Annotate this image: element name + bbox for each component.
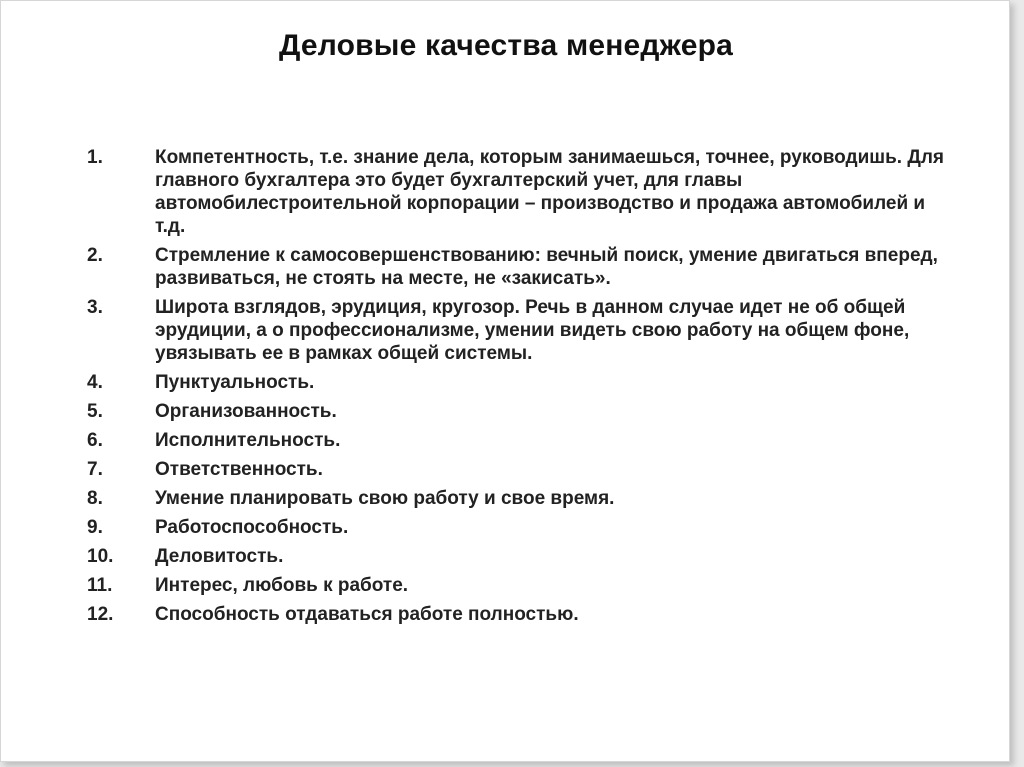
list-item <box>87 603 947 626</box>
slide-title: Деловые качества менеджера <box>278 29 734 62</box>
list-item-number: 3. <box>87 297 103 318</box>
list-item-text: Исполнительность. <box>155 430 341 451</box>
list-item-text: Работоспособность. <box>155 517 349 538</box>
list-item <box>87 244 947 290</box>
qualities-list <box>87 146 947 632</box>
list-item-text: Компетентность, т.е. знание дела, которым занимаешься, точнее, руководишь. Для главного бухгалтера это будет бухгалтерский учет, для главы автомобилестроительной корпорации – производство и продажа автомобилей и т.д. <box>155 147 945 237</box>
list-item-text: Деловитость. <box>155 546 284 567</box>
list-item-number: 8. <box>87 488 103 509</box>
list-item <box>87 487 947 510</box>
list-item <box>87 516 947 539</box>
list-item-text: Стремление к самосовершенствованию: вечный поиск, умение двигаться вперед, развиваться, не стоять на месте, не «закисать». <box>155 245 938 289</box>
list-item-number: 12. <box>87 604 114 625</box>
list-item-number: 2. <box>87 245 103 266</box>
list-item-text: Организованность. <box>155 401 337 422</box>
list-item-text: Пунктуальность. <box>155 372 315 393</box>
list-item-number: 11. <box>87 575 113 596</box>
list-item-text: Широта взглядов, эрудиция, кругозор. Речь в данном случае идет не об общей эрудиции, а о профессионализме, умении видеть свою работу на общем фоне, увязывать ее в рамках общей системы. <box>155 297 910 364</box>
list-item-text: Интерес, любовь к работе. <box>155 575 409 596</box>
list-item-number: 6. <box>87 430 103 451</box>
list-item-text: Способность отдаваться работе полностью. <box>155 604 579 625</box>
list-item-number: 9. <box>87 517 103 538</box>
list-item <box>87 400 947 423</box>
list-item <box>87 296 947 365</box>
list-item-number: 4. <box>87 372 103 393</box>
list-item <box>87 371 947 394</box>
list-item-number: 5. <box>87 401 103 422</box>
list-item <box>87 146 947 238</box>
list-item <box>87 545 947 568</box>
list-item-number: 1. <box>87 147 103 168</box>
list-item-number: 10. <box>87 546 114 567</box>
list-item <box>87 429 947 452</box>
list-item-text: Умение планировать свою работу и свое время. <box>155 488 615 509</box>
list-item <box>87 574 947 597</box>
list-item-number: 7. <box>87 459 103 480</box>
list-item-text: Ответственность. <box>155 459 323 480</box>
list-item <box>87 458 947 481</box>
